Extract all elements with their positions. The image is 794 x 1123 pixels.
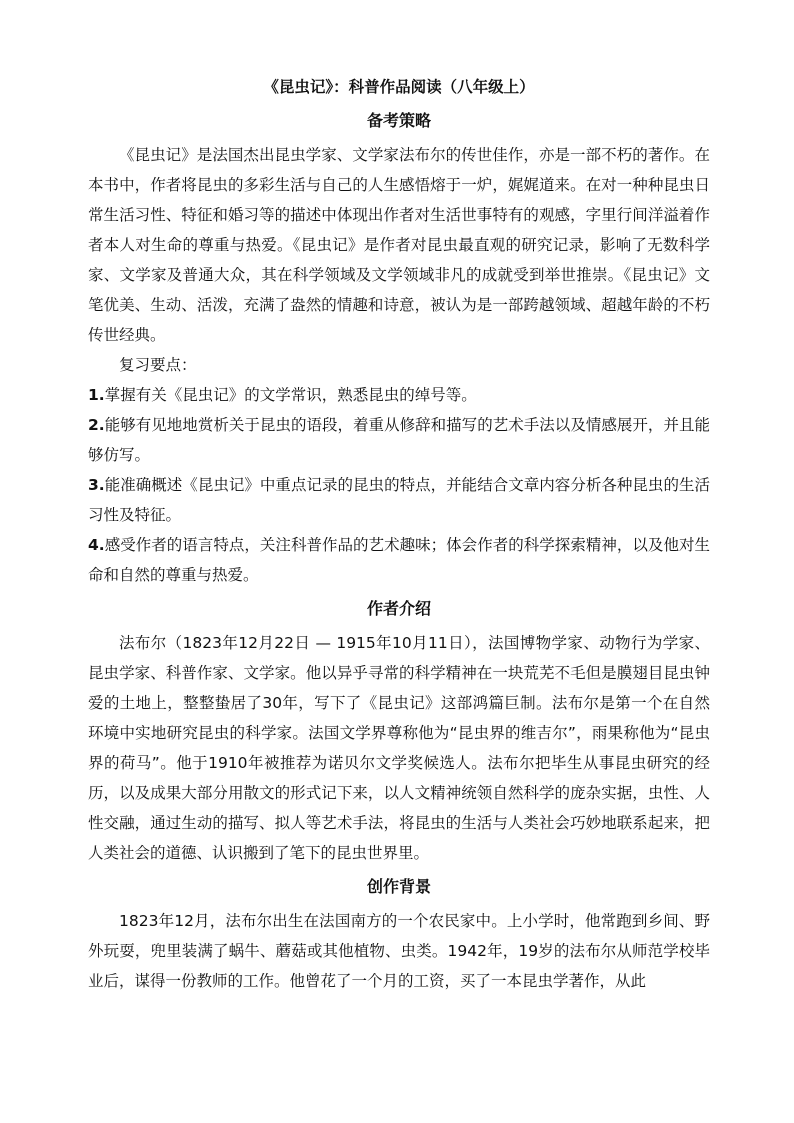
- review-point-number: 4.: [88, 536, 105, 554]
- section-heading-author-intro: 作者介绍: [366, 599, 431, 618]
- review-point-3: [88, 470, 710, 530]
- exam-strategy-intro: 《昆虫记》是法国杰出昆虫学家、文学家法布尔的传世佳作，亦是一部不朽的著作。在本书中，作者将昆虫的多彩生活与自己的人生感悟熔于一炉，娓娓道来。在对一种种昆虫日常生活习性、特征和婚习等的描述中体现出作者对生活世事特有的观感，字里行间洋溢着作者本人对生命的尊重与热爱。《昆虫记》是作者对昆虫最直观的研究记录，影响了无数科学家、文学家及普通大众，其在科学领域及文学领域非凡的成就受到举世推崇。《昆虫记》文笔优美、生动、活泼，充满了盎然的情趣和诗意，被认为是一部跨越领域、超越年龄的不朽传世经典。: [88, 146, 710, 344]
- review-point-4: [88, 530, 710, 590]
- review-points-label: 复习要点：: [119, 356, 197, 374]
- review-point-2: [88, 410, 710, 470]
- section-heading-creation-background: 创作背景: [366, 877, 431, 896]
- document-title: 《昆虫记》：科普作品阅读（八年级上）: [263, 78, 535, 96]
- section-heading-exam-strategy: 备考策略: [366, 111, 431, 130]
- creation-background-body: 1823年12月，法布尔出生在法国南方的一个农民家中。上小学时，他常跑到乡间、野外玩耍，兜里装满了蜗牛、蘑菇或其他植物、虫类。1942年，19岁的法布尔从师范学校毕业后，谋得一份教师的工作。他曾花了一个月的工资，买了一本昆虫学著作，从此: [88, 912, 710, 990]
- review-point-text: 能够有见地地赏析关于昆虫的语段，着重从修辞和描写的艺术手法以及情感展开，并且能够仿写。: [88, 416, 710, 464]
- review-point-1: [88, 380, 710, 410]
- review-point-number: 1.: [88, 386, 105, 404]
- review-point-text: 能准确概述《昆虫记》中重点记录的昆虫的特点，并能结合文章内容分析各种昆虫的生活习性及特征。: [88, 476, 710, 524]
- review-point-number: 2.: [88, 416, 105, 434]
- review-point-number: 3.: [88, 476, 105, 494]
- review-point-text: 感受作者的语言特点，关注科普作品的艺术趣味；体会作者的科学探索精神，以及他对生命和自然的尊重与热爱。: [88, 536, 710, 584]
- review-point-text: 掌握有关《昆虫记》的文学常识，熟悉昆虫的绰号等。: [104, 386, 477, 404]
- author-intro-body: 法布尔（1823年12月22日 — 1915年10月11日），法国博物学家、动物行为学家、昆虫学家、科普作家、文学家。他以异乎寻常的科学精神在一块荒芜不毛但是膜翅目昆虫钟爱的土地上，整整蛰居了30年，写下了《昆虫记》这部鸿篇巨制。法布尔是第一个在自然环境中实地研究昆虫的科学家。法国文学界尊称他为“昆虫界的维吉尔”，雨果称他为“昆虫界的荷马”。他于1910年被推荐为诺贝尔文学奖候选人。法布尔把毕生从事昆虫研究的经历，以及成果大部分用散文的形式记下来，以人文精神统领自然科学的庞杂实据，虫性、人性交融，通过生动的描写、拟人等艺术手法，将昆虫的生活与人类社会巧妙地联系起来，把人类社会的道德、认识搬到了笔下的昆虫世界里。: [88, 634, 710, 862]
- document-page: [88, 72, 710, 996]
